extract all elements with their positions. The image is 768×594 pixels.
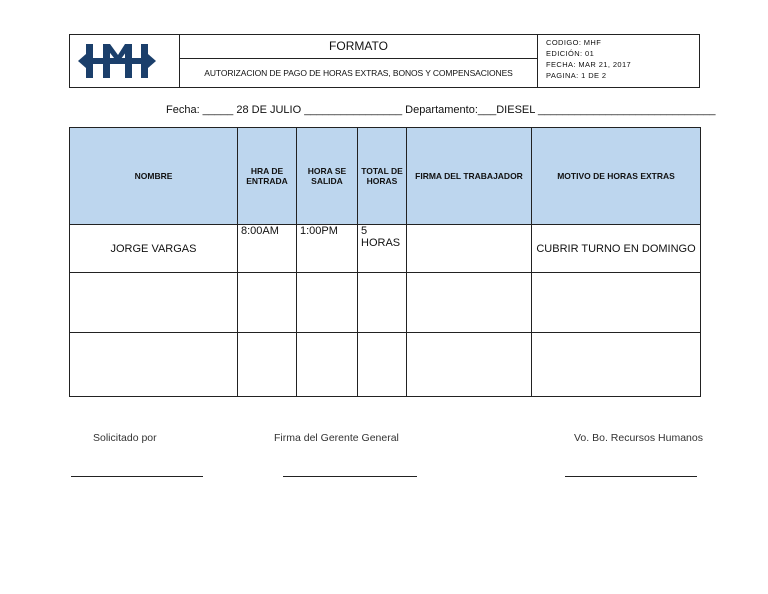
col-total-horas: TOTAL DE HORAS bbox=[358, 128, 407, 225]
cell-salida[interactable] bbox=[297, 273, 358, 333]
form-meta bbox=[546, 37, 696, 81]
signature-line-gerente[interactable] bbox=[283, 476, 417, 477]
logo-cell bbox=[70, 35, 180, 87]
overtime-table bbox=[69, 127, 701, 397]
table-header-row bbox=[70, 128, 701, 225]
table-row bbox=[70, 273, 701, 333]
cell-entrada[interactable] bbox=[238, 273, 297, 333]
col-motivo: MOTIVO DE HORAS EXTRAS bbox=[532, 128, 701, 225]
table-row bbox=[70, 225, 701, 273]
cell-firma[interactable] bbox=[407, 273, 532, 333]
cell-motivo[interactable] bbox=[532, 273, 701, 333]
cell-total[interactable] bbox=[358, 273, 407, 333]
header-title-cell bbox=[180, 35, 538, 87]
signature-line-rrhh[interactable] bbox=[565, 476, 697, 477]
signature-label-gerente: Firma del Gerente General bbox=[274, 432, 399, 444]
cell-entrada[interactable] bbox=[238, 333, 297, 397]
cell-firma[interactable] bbox=[407, 333, 532, 397]
cell-nombre[interactable]: JORGE VARGAS bbox=[70, 225, 238, 273]
mhf-logo-icon bbox=[70, 35, 180, 87]
col-nombre: NOMBRE bbox=[70, 128, 238, 225]
signature-label-solicitado: Solicitado por bbox=[93, 432, 157, 444]
form-subtitle: AUTORIZACION DE PAGO DE HORAS EXTRAS, BONOS Y COMPENSACIONES bbox=[204, 68, 513, 78]
cell-motivo[interactable]: CUBRIR TURNO EN DOMINGO bbox=[532, 225, 701, 273]
meta-fecha: FECHA: MAR 21, 2017 bbox=[546, 60, 632, 69]
fecha-departamento-line: Fecha: _____ 28 DE JULIO ________________ Departamento:___DIESEL _____________________________ bbox=[166, 104, 716, 116]
signature-label-rrhh: Vo. Bo. Recursos Humanos bbox=[574, 432, 703, 444]
cell-firma[interactable] bbox=[407, 225, 532, 273]
cell-nombre[interactable] bbox=[70, 333, 238, 397]
cell-motivo[interactable] bbox=[532, 333, 701, 397]
meta-pagina: PAGINA: 1 DE 2 bbox=[546, 71, 607, 80]
cell-entrada[interactable]: 8:00AM bbox=[238, 225, 297, 273]
cell-total[interactable] bbox=[358, 333, 407, 397]
table-row bbox=[70, 333, 701, 397]
meta-codigo: CODIGO: MHF bbox=[546, 38, 602, 47]
form-title: FORMATO bbox=[180, 35, 537, 59]
col-firma-trabajador: FIRMA DEL TRABAJADOR bbox=[407, 128, 532, 225]
cell-salida[interactable] bbox=[297, 333, 358, 397]
cell-nombre[interactable] bbox=[70, 273, 238, 333]
col-hora-salida: HORA SE SALIDA bbox=[297, 128, 358, 225]
signature-line-solicitado[interactable] bbox=[71, 476, 203, 477]
cell-total[interactable]: 5 HORAS bbox=[358, 225, 407, 273]
col-hra-entrada: HRA DE ENTRADA bbox=[238, 128, 297, 225]
cell-salida[interactable]: 1:00PM bbox=[297, 225, 358, 273]
meta-edicion: EDICIÓN: 01 bbox=[546, 49, 595, 58]
document-header bbox=[69, 34, 700, 88]
